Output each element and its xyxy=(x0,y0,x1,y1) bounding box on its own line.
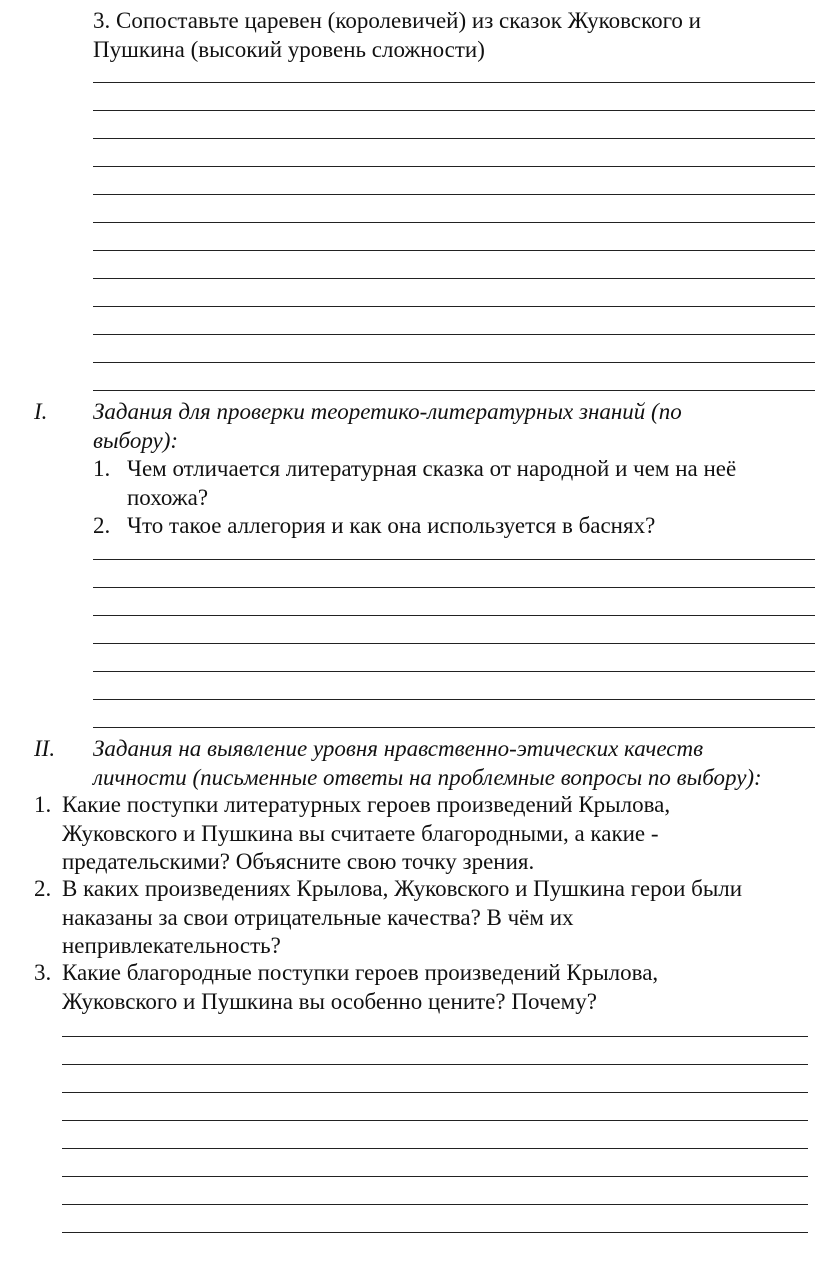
answer-line xyxy=(93,587,815,588)
section1-heading-line1: Задания для проверки теоретико-литературных знаний (по xyxy=(93,399,682,424)
section2-heading-line1: Задания на выявление уровня нравственно-этических качеств xyxy=(93,736,704,761)
section1-heading-line2: выбору): xyxy=(93,428,179,453)
list-item-number: 1. xyxy=(34,792,52,817)
answer-line xyxy=(93,727,815,728)
answer-line xyxy=(93,559,815,560)
answer-line xyxy=(93,699,815,700)
answer-line xyxy=(93,222,815,223)
answer-line xyxy=(93,194,815,195)
answer-line xyxy=(62,1232,808,1233)
question-text: непривлекательность? xyxy=(62,933,281,958)
answer-line xyxy=(93,250,815,251)
answer-line xyxy=(93,166,815,167)
answer-line xyxy=(93,334,815,335)
answer-line xyxy=(93,306,815,307)
question-text: Что такое аллегория и как она используется в баснях? xyxy=(127,513,656,538)
section1-numeral: I. xyxy=(34,399,48,424)
answer-line xyxy=(93,82,815,83)
task3-line1: 3. Сопоставьте царевен (королевичей) из сказок Жуковского и xyxy=(93,8,701,33)
list-item-number: 2. xyxy=(34,876,52,901)
answer-line xyxy=(93,615,815,616)
question-text: наказаны за свои отрицательные качества? В чём их xyxy=(62,905,574,930)
answer-line xyxy=(62,1148,808,1149)
task3-line2: Пушкина (высокий уровень сложности) xyxy=(93,37,485,62)
list-item-number: 1. xyxy=(93,456,111,481)
answer-line xyxy=(62,1176,808,1177)
answer-line xyxy=(62,1204,808,1205)
question-text: предательскими? Объясните свою точку зрения. xyxy=(62,849,535,874)
answer-line xyxy=(93,390,815,391)
question-text: похожа? xyxy=(127,485,209,510)
answer-line xyxy=(62,1064,808,1065)
answer-line xyxy=(93,362,815,363)
answer-line xyxy=(93,278,815,279)
answer-line xyxy=(93,671,815,672)
answer-line xyxy=(62,1120,808,1121)
question-text: Жуковского и Пушкина вы считаете благородными, а какие - xyxy=(62,821,659,846)
answer-line xyxy=(93,110,815,111)
section2-heading-line2: личности (письменные ответы на проблемные вопросы по выбору): xyxy=(93,765,762,790)
question-text: Чем отличается литературная сказка от народной и чем на неё xyxy=(127,456,737,481)
question-text: Какие благородные поступки героев произведений Крылова, xyxy=(62,960,659,985)
answer-line xyxy=(62,1036,808,1037)
answer-line xyxy=(93,643,815,644)
section2-numeral: II. xyxy=(34,736,56,761)
question-text: В каких произведениях Крылова, Жуковского и Пушкина герои были xyxy=(62,876,743,901)
answer-line xyxy=(93,138,815,139)
question-text: Жуковского и Пушкина вы особенно цените? Почему? xyxy=(62,989,597,1014)
list-item-number: 2. xyxy=(93,513,111,538)
list-item-number: 3. xyxy=(34,960,52,985)
question-text: Какие поступки литературных героев произведений Крылова, xyxy=(62,792,671,817)
answer-line xyxy=(62,1092,808,1093)
